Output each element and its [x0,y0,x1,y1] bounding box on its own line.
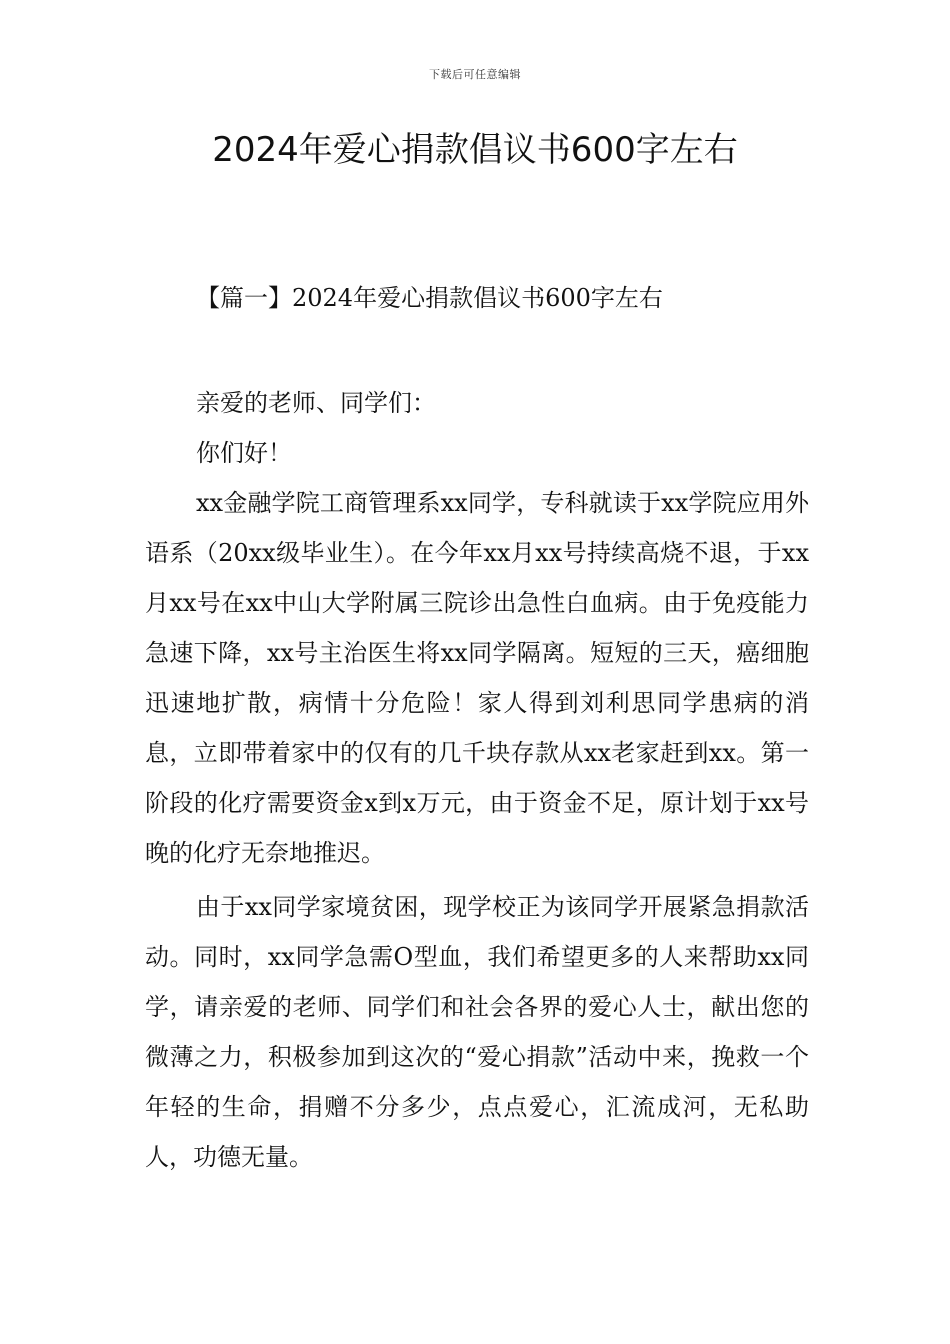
greeting: 你们好！ [196,439,292,467]
salutation: 亲爱的老师、同学们： [196,389,436,417]
header-note: 下载后可任意编辑 [429,68,521,81]
document-title: 2024年爱心捐款倡议书600字左右 [212,130,738,170]
body-paragraph: 由于xx同学家境贫困，现学校正为该同学开展紧急捐款活动。同时，xx同学急需O型血，我们希望更多的人来帮助xx同学，请亲爱的老师、同学们和社会各界的爱心人士，献出您的微薄之力，积极参加到这次的“爱心捐款”活动中来，挽救一个年轻的生命，捐赠不分多少，点点爱心，汇流成河，无私助人，功德无量。 [145,893,809,1171]
body-paragraph: xx金融学院工商管理系xx同学，专科就读于xx学院应用外语系（20xx级毕业生）。在今年xx月xx号持续高烧不退，于xx月xx号在xx中山大学附属三院诊出急性白血病。由于免疫能力急速下降，xx号主治医生将xx同学隔离。短短的三天，癌细胞迅速地扩散，病情十分危险！家人得到刘利思同学患病的消息，立即带着家中的仅有的几千块存款从xx老家赶到xx。第一阶段的化疗需要资金x到x万元，由于资金不足，原计划于xx号晚的化疗无奈地推迟。 [145,489,809,867]
document-body [145,378,809,1186]
section-heading: 【篇一】2024年爱心捐款倡议书600字左右 [196,284,663,312]
